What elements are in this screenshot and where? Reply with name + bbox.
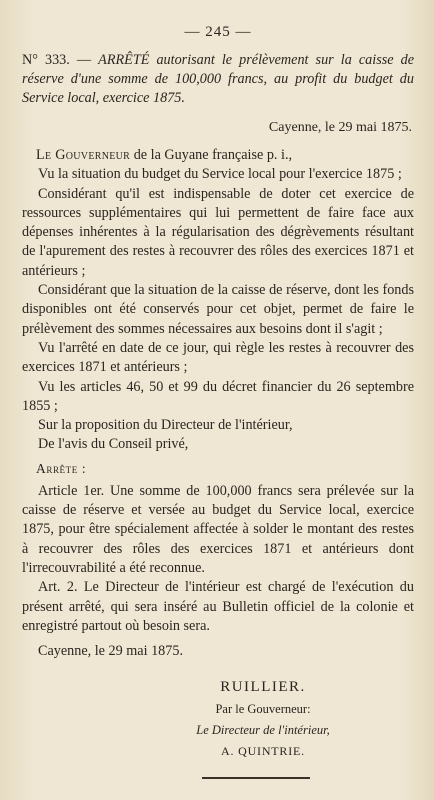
- consideration-6: Sur la proposition du Directeur de l'intérieur,: [38, 417, 293, 434]
- decree-place-date: Cayenne, le 29 mai 1875.: [268, 120, 412, 135]
- decree-body: [22, 146, 414, 661]
- governor-signature: RUILLIER.: [220, 679, 306, 696]
- consideration-5: Vu les articles 46, 50 et 99 du décret financier du 26 septembre 1855 ;: [22, 378, 414, 414]
- page-number: — 245 —: [184, 24, 252, 40]
- arrete-label: Arrête :: [36, 460, 87, 476]
- consideration-1: Vu la situation du budget du Service local pour l'exercice 1875 ;: [38, 166, 402, 183]
- consideration-2: Considérant qu'il est indispensable de doter cet exercice de ressources supplémentaires qui lui permettent de faire face aux dépenses inhérentes à la régularisation des dégrèvements résultant de l'apurement des restes à recouvrer des rôles des exercices 1871 et antérieurs ;: [22, 185, 414, 279]
- countersign: A. QUINTRIE.: [221, 744, 305, 759]
- end-rule: [202, 777, 310, 779]
- governor-rest: de la Guyane française p. i.,: [130, 147, 293, 163]
- article-2: Art. 2. Le Directeur de l'intérieur est chargé de l'exécution du présent arrêté, qui sera inséré au Bulletin officiel de la colonie et enregistré partout où besoin sera.: [22, 579, 414, 634]
- decree-heading: [22, 51, 414, 108]
- governor-title: Le Gouverneur: [36, 147, 131, 163]
- signature-title: Le Directeur de l'intérieur,: [196, 723, 330, 738]
- consideration-3: Considérant que la situation de la caisse de réserve, dont les fonds disponibles ont été conservés pour cet objet, permet de faire le prélèvement des sommes nécessaires aux besoins dont il s'agit ;: [22, 282, 414, 337]
- article-1: Article 1er. Une somme de 100,000 francs sera prélevée sur la caisse de réserve et versée au budget du Service local, exercice 1875, pour être spécialement affectée à solder le montant des restes à recouvrer des rôles des exercices 1871 et antérieurs dont l'irrecouvrabilité a été reconnue.: [22, 482, 414, 576]
- consideration-7: De l'avis du Conseil privé,: [38, 436, 189, 453]
- consideration-4: Vu l'arrêté en date de ce jour, qui règle les restes à recouvrer des exercices 1871 et antérieurs ;: [22, 339, 414, 376]
- decree-title: ARRÊTÉ autorisant le prélèvement sur la caisse de réserve d'une somme de 100,000 francs, au profit du budget du Service local, exercice 1875.: [22, 52, 415, 106]
- closing-place-date: Cayenne, le 29 mai 1875.: [38, 643, 183, 660]
- decree-number: N° 333. —: [22, 52, 99, 68]
- signature-block: [112, 679, 414, 759]
- intro-line: [22, 146, 414, 165]
- signature-by: Par le Gouverneur:: [215, 702, 311, 717]
